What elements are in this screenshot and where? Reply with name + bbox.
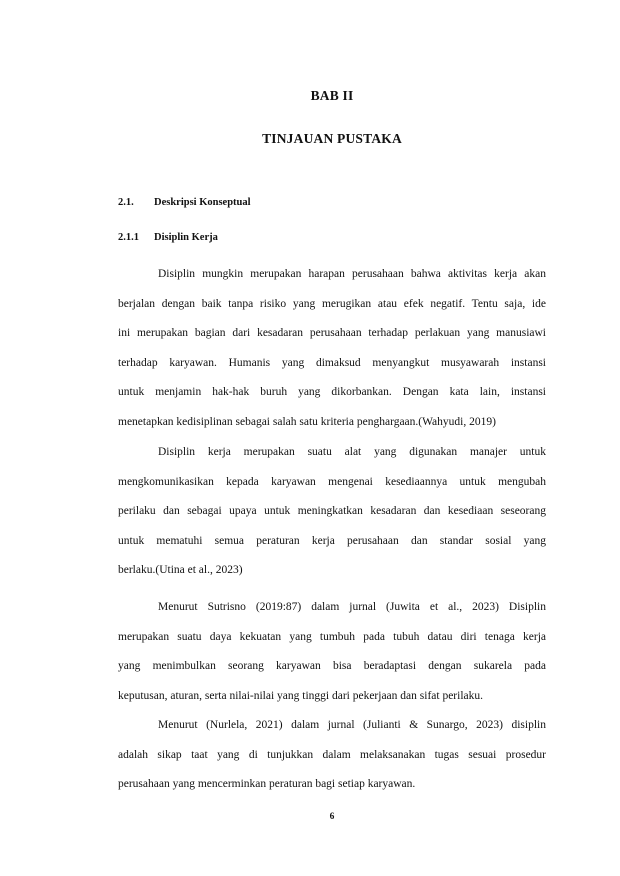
paragraph-4: [118, 715, 546, 804]
paragraph-line: keputusan, aturan, serta nilai-nilai yang tinggi dari pekerjaan dan sifat perilaku.: [118, 689, 483, 702]
paragraph-2: [118, 442, 546, 590]
paragraph-line: yang menimbulkan seorang karyawan bisa beradaptasi dengan sukarela pada: [118, 660, 546, 673]
page-number: 6: [329, 812, 335, 822]
paragraph-line: Disiplin kerja merupakan suatu alat yang digunakan manajer untuk: [158, 446, 546, 458]
paragraph-line: berlaku.(Utina et al., 2023): [118, 564, 243, 577]
chapter-number: BAB II: [310, 88, 354, 103]
chapter-title: TINJAUAN PUSTAKA: [262, 131, 402, 146]
paragraph-3: [118, 597, 546, 715]
section-heading-2-1: [118, 197, 251, 208]
section-number: 2.1.1: [118, 232, 139, 243]
paragraph-line: untuk mematuhi semua peraturan kerja perusahaan dan standar sosial yang: [118, 534, 546, 547]
paragraph-line: untuk menjamin hak-hak buruh yang dikorbankan. Dengan kata lain, instansi: [118, 386, 546, 399]
section-title: Disiplin Kerja: [154, 232, 218, 243]
paragraph-line: adalah sikap taat yang di tunjukkan dalam melaksanakan tugas sesuai prosedur: [118, 748, 546, 761]
paragraph-line: terhadap karyawan. Humanis yang dimaksud menyangkut musyawarah instansi: [118, 356, 546, 369]
paragraph-line: berjalan dengan baik tanpa risiko yang merugikan atau efek negatif. Tentu saja, ide: [118, 297, 546, 310]
paragraph-line: Menurut (Nurlela, 2021) dalam jurnal (Julianti & Sunargo, 2023) disiplin: [158, 719, 546, 731]
paragraph-line: merupakan suatu daya kekuatan yang tumbuh pada tubuh datau diri tenaga kerja: [118, 630, 546, 643]
section-title: Deskripsi Konseptual: [154, 197, 251, 208]
paragraph-line: perusahaan yang mencerminkan peraturan bagi setiap karyawan.: [118, 778, 416, 791]
paragraph-line: Disiplin mungkin merupakan harapan perusahaan bahwa aktivitas kerja akan: [158, 268, 546, 280]
section-number: 2.1.: [118, 197, 134, 208]
paragraph-line: mengkomunikasikan kepada karyawan mengenai kesediaannya untuk mengubah: [118, 475, 546, 488]
section-heading-2-1-1: [118, 232, 218, 243]
paragraph-line: ini merupakan bagian dari kesadaran perusahaan terhadap perlakuan yang manusiawi: [118, 327, 546, 340]
paragraph-1: [118, 264, 546, 442]
paragraph-line: menetapkan kedisiplinan sebagai salah satu kriteria penghargaan.(Wahyudi, 2019): [118, 415, 496, 428]
paragraph-line: Menurut Sutrisno (2019:87) dalam jurnal (Juwita et al., 2023) Disiplin: [158, 601, 546, 613]
paragraph-line: perilaku dan sebagai upaya untuk meningkatkan kesadaran dan kesediaan seseorang: [118, 505, 546, 518]
